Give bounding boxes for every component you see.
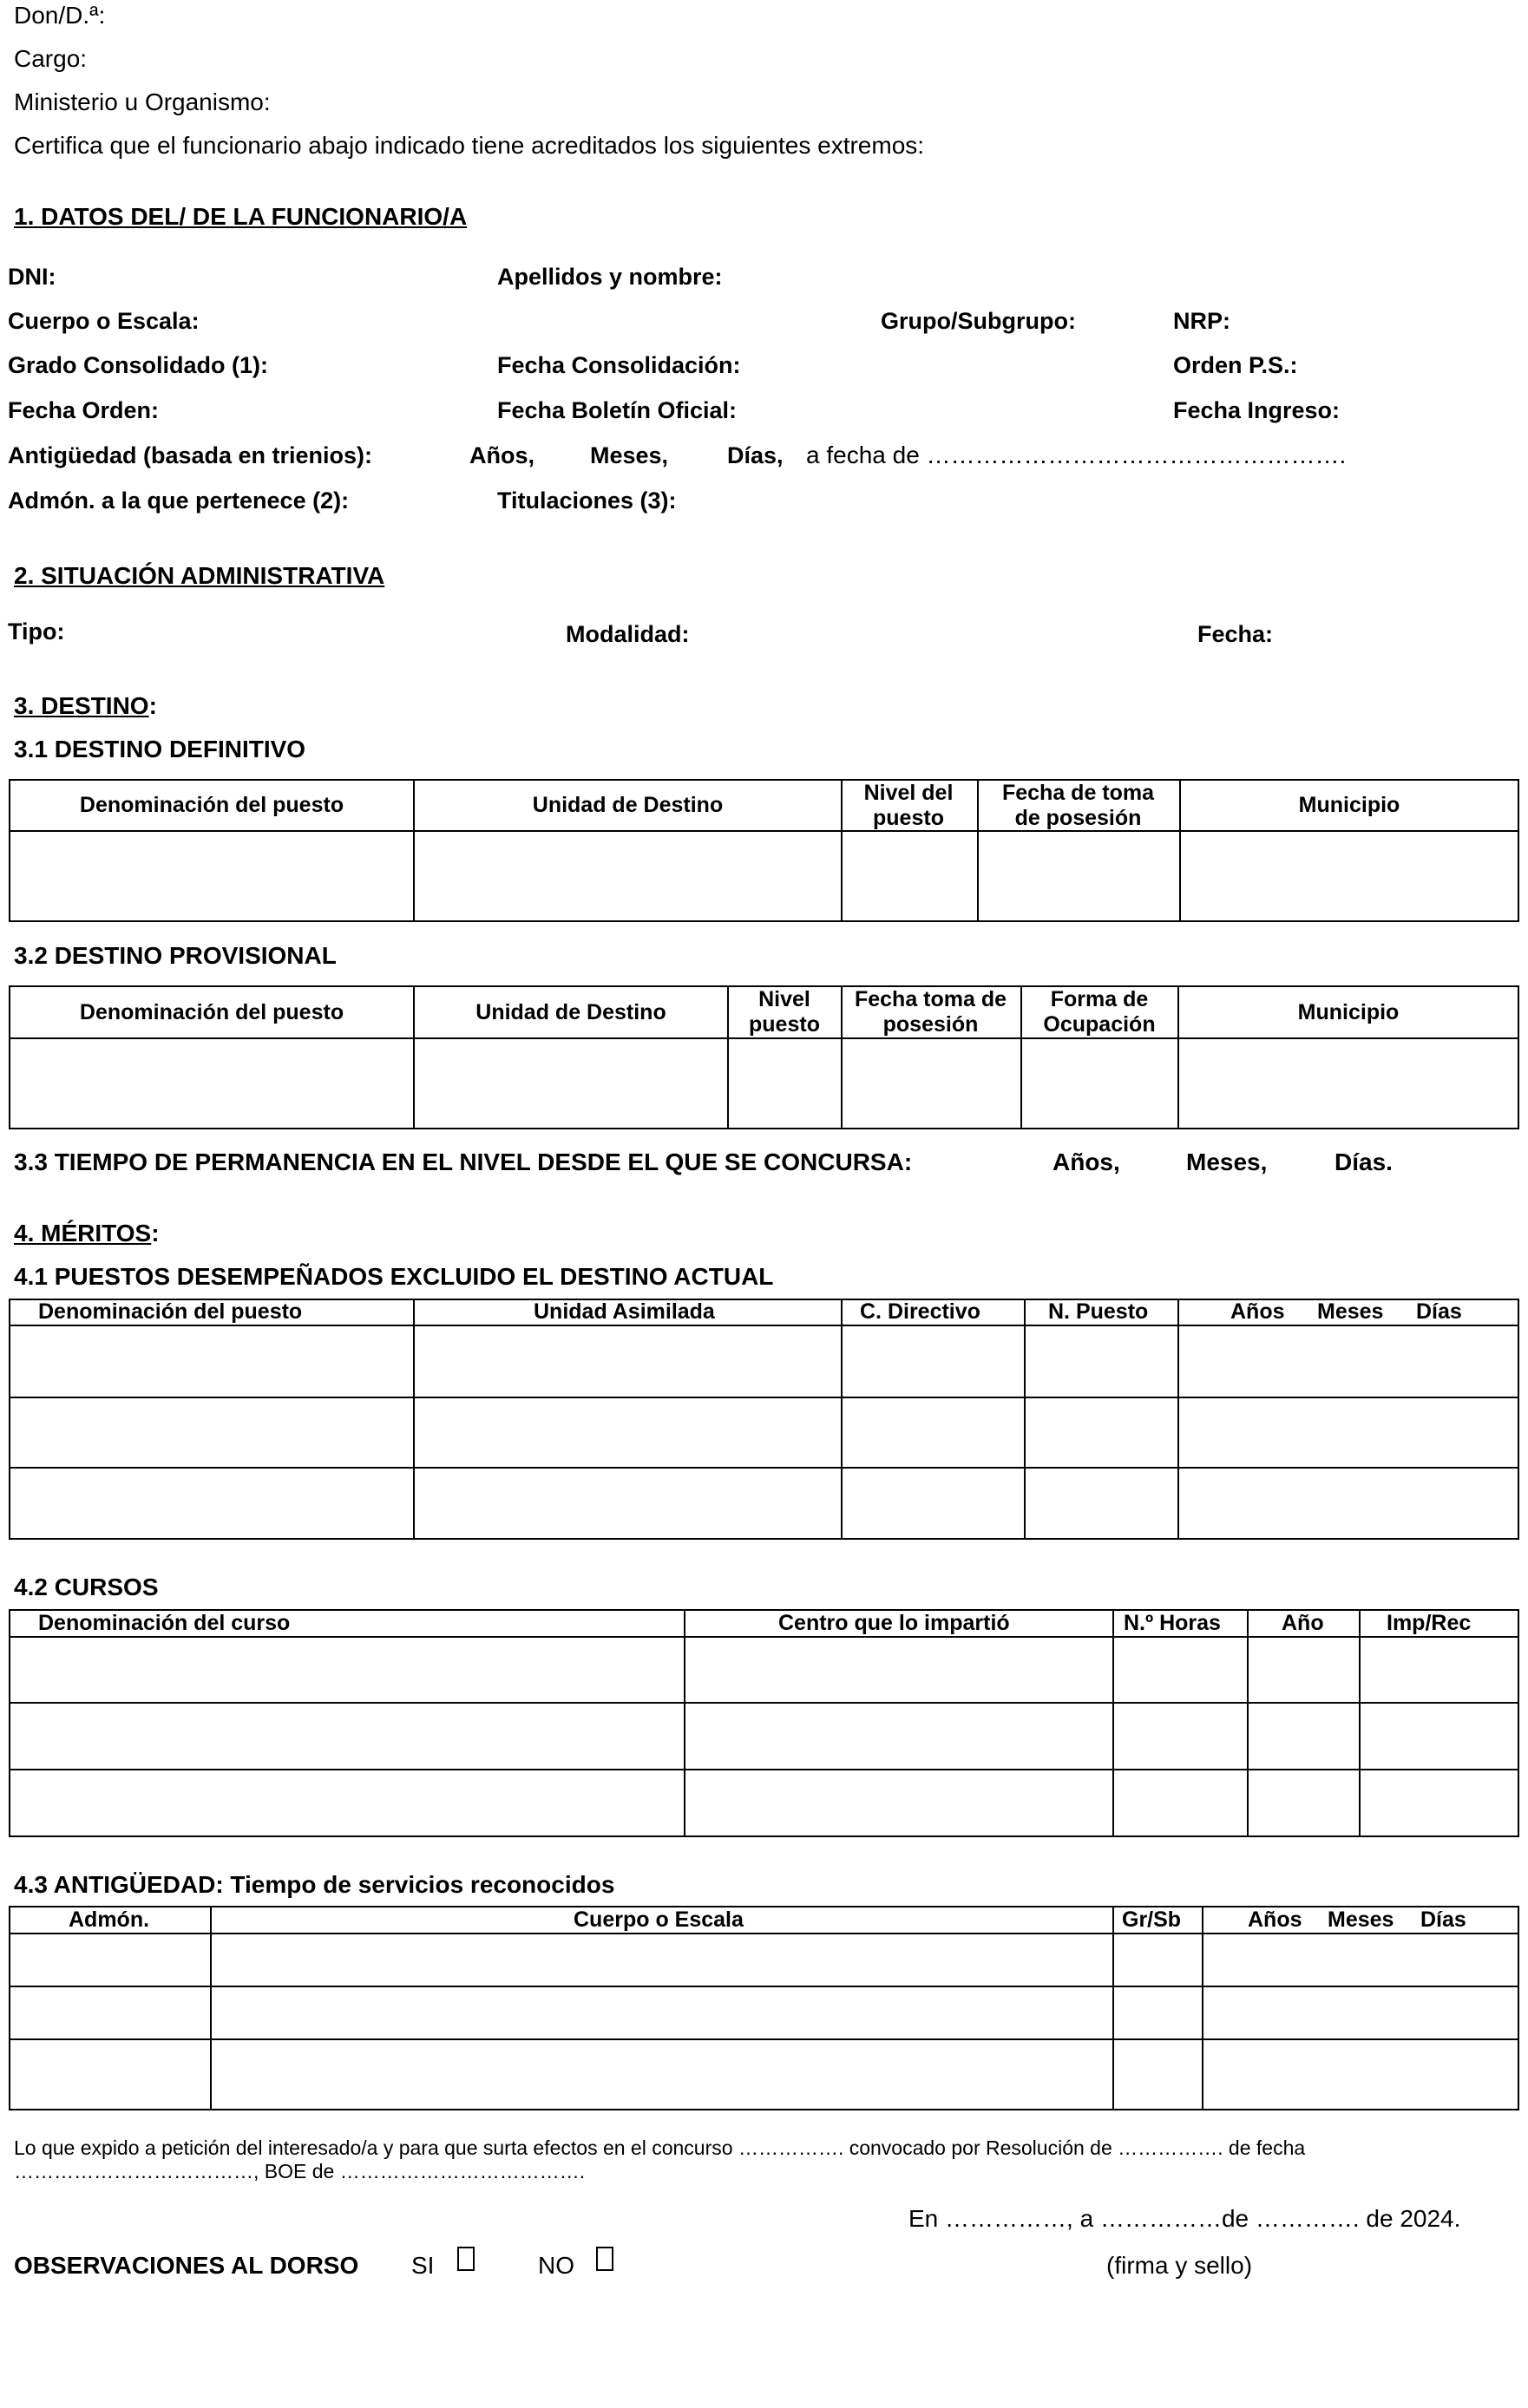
don-label: Don/D.ª: (14, 2, 106, 29)
apellidos-label: Apellidos y nombre: (497, 264, 723, 290)
col-ano: Año (1282, 1611, 1324, 1635)
section4-title (14, 1220, 160, 1247)
fecha-consolidacion-label: Fecha Consolidación: (497, 352, 741, 378)
col-forma-ocupacion: Forma de Ocupación (1043, 987, 1156, 1037)
ministerio-label: Ministerio u Organismo: (14, 88, 271, 115)
si-checkbox[interactable] (457, 2247, 475, 2271)
col-gr-sb: Gr/Sb (1122, 1907, 1182, 1932)
permanencia-anos: Años, (1053, 1148, 1120, 1175)
col-municipio: Municipio (1298, 793, 1400, 817)
col-imp-rec: Imp/Rec (1387, 1611, 1472, 1635)
col-nivel: Nivel puesto (749, 987, 820, 1037)
permanencia-dias: Días. (1335, 1148, 1393, 1175)
antiguedad-label: Antigüedad (basada en trienios): (8, 442, 373, 468)
orden-ps-label: Orden P.S.: (1173, 352, 1298, 378)
col-nivel: Nivel del puesto (863, 780, 954, 830)
col-dias: Días (1416, 1299, 1462, 1324)
col-unidad-destino: Unidad de Destino (532, 793, 724, 817)
col-cuerpo-escala: Cuerpo o Escala (574, 1907, 744, 1932)
antiguedad-dias: Días, (727, 442, 784, 468)
col-fecha-toma: Fecha toma de posesión (854, 987, 1007, 1037)
lugar-fecha: En ……………, a ……………de …………. de 2024. (908, 2205, 1461, 2232)
antiguedad-anos: Años, (469, 442, 535, 468)
observaciones-label: OBSERVACIONES AL DORSO (14, 2252, 359, 2279)
section3-title-text: 3. DESTINO (14, 692, 149, 719)
destino-definitivo-title: 3.1 DESTINO DEFINITIVO (14, 736, 306, 762)
destino-provisional-title: 3.2 DESTINO PROVISIONAL (14, 942, 337, 969)
fecha-orden-label: Fecha Orden: (8, 397, 160, 423)
antiguedad-meses: Meses, (590, 442, 669, 468)
admon-label: Admón. a la que pertenece (2): (8, 487, 350, 514)
fecha-boletin-label: Fecha Boletín Oficial: (497, 397, 738, 423)
col-n-puesto: N. Puesto (1048, 1299, 1149, 1324)
section3-title (14, 692, 157, 720)
antiguedad-servicios-title: 4.3 ANTIGÜEDAD: Tiempo de servicios reconocidos (14, 1871, 615, 1898)
no-label: NO (538, 2252, 574, 2279)
col-c-directivo: C. Directivo (860, 1299, 980, 1324)
certifica-text: Certifica que el funcionario abajo indicado tiene acreditados los siguientes extremos: (14, 132, 925, 159)
firma-label: (firma y sello) (1106, 2252, 1253, 2279)
col-centro: Centro que lo impartió (778, 1611, 1010, 1635)
tipo-label: Tipo: (8, 618, 65, 645)
modalidad-label: Modalidad: (566, 621, 690, 647)
cuerpo-label: Cuerpo o Escala: (8, 308, 200, 334)
col-municipio: Municipio (1297, 999, 1400, 1024)
expido-text-line1: Lo que expido a petición del interesado/a y para que surta efectos en el concurso ……………. convocado por Resolución de ……………. de fecha (14, 2136, 1306, 2159)
si-label: SI (411, 2252, 435, 2279)
grado-label: Grado Consolidado (1): (8, 352, 268, 378)
permanencia-meses: Meses, (1186, 1148, 1268, 1175)
col-denominacion-curso: Denominación del curso (38, 1611, 291, 1635)
antiguedad-a-fecha: a fecha de ……………………………………………. (806, 442, 1347, 468)
nrp-label: NRP: (1173, 308, 1230, 334)
col-denominacion: Denominación del puesto (79, 999, 344, 1024)
col-denominacion: Denominación del puesto (38, 1299, 303, 1324)
col-unidad-asimilada: Unidad Asimilada (534, 1299, 715, 1324)
cursos-title: 4.2 CURSOS (14, 1574, 159, 1600)
col-anos: Años (1248, 1907, 1302, 1932)
col-dias: Días (1420, 1907, 1466, 1932)
col-anos: Años (1230, 1299, 1285, 1324)
section1-title: 1. DATOS DEL/ DE LA FUNCIONARIO/A (14, 203, 468, 230)
situacion-fecha-label: Fecha: (1197, 621, 1274, 647)
dni-label: DNI: (8, 264, 56, 290)
section3-colon: : (148, 692, 157, 719)
no-checkbox[interactable] (596, 2247, 613, 2271)
expido-text-line2: ………………………………, BOE de ………………………………. (14, 2160, 586, 2182)
permanencia-label: 3.3 TIEMPO DE PERMANENCIA EN EL NIVEL DESDE EL QUE SE CONCURSA: (14, 1148, 913, 1175)
col-unidad-destino: Unidad de Destino (475, 999, 666, 1024)
col-denominacion: Denominación del puesto (79, 793, 344, 817)
titulaciones-label: Titulaciones (3): (497, 487, 677, 514)
section4-colon: : (151, 1220, 160, 1247)
col-meses: Meses (1328, 1907, 1394, 1932)
puestos-title: 4.1 PUESTOS DESEMPEÑADOS EXCLUIDO EL DESTINO ACTUAL (14, 1263, 774, 1290)
col-admon: Admón. (69, 1907, 150, 1932)
section2-title: 2. SITUACIÓN ADMINISTRATIVA (14, 562, 385, 589)
col-meses: Meses (1317, 1299, 1384, 1324)
col-fecha-toma: Fecha de toma de posesión (1001, 780, 1155, 830)
section4-title-text: 4. MÉRITOS (14, 1220, 152, 1247)
fecha-ingreso-label: Fecha Ingreso: (1173, 397, 1341, 423)
col-horas: N.º Horas (1124, 1611, 1221, 1635)
cargo-label: Cargo: (14, 45, 88, 72)
grupo-label: Grupo/Subgrupo: (881, 308, 1076, 334)
